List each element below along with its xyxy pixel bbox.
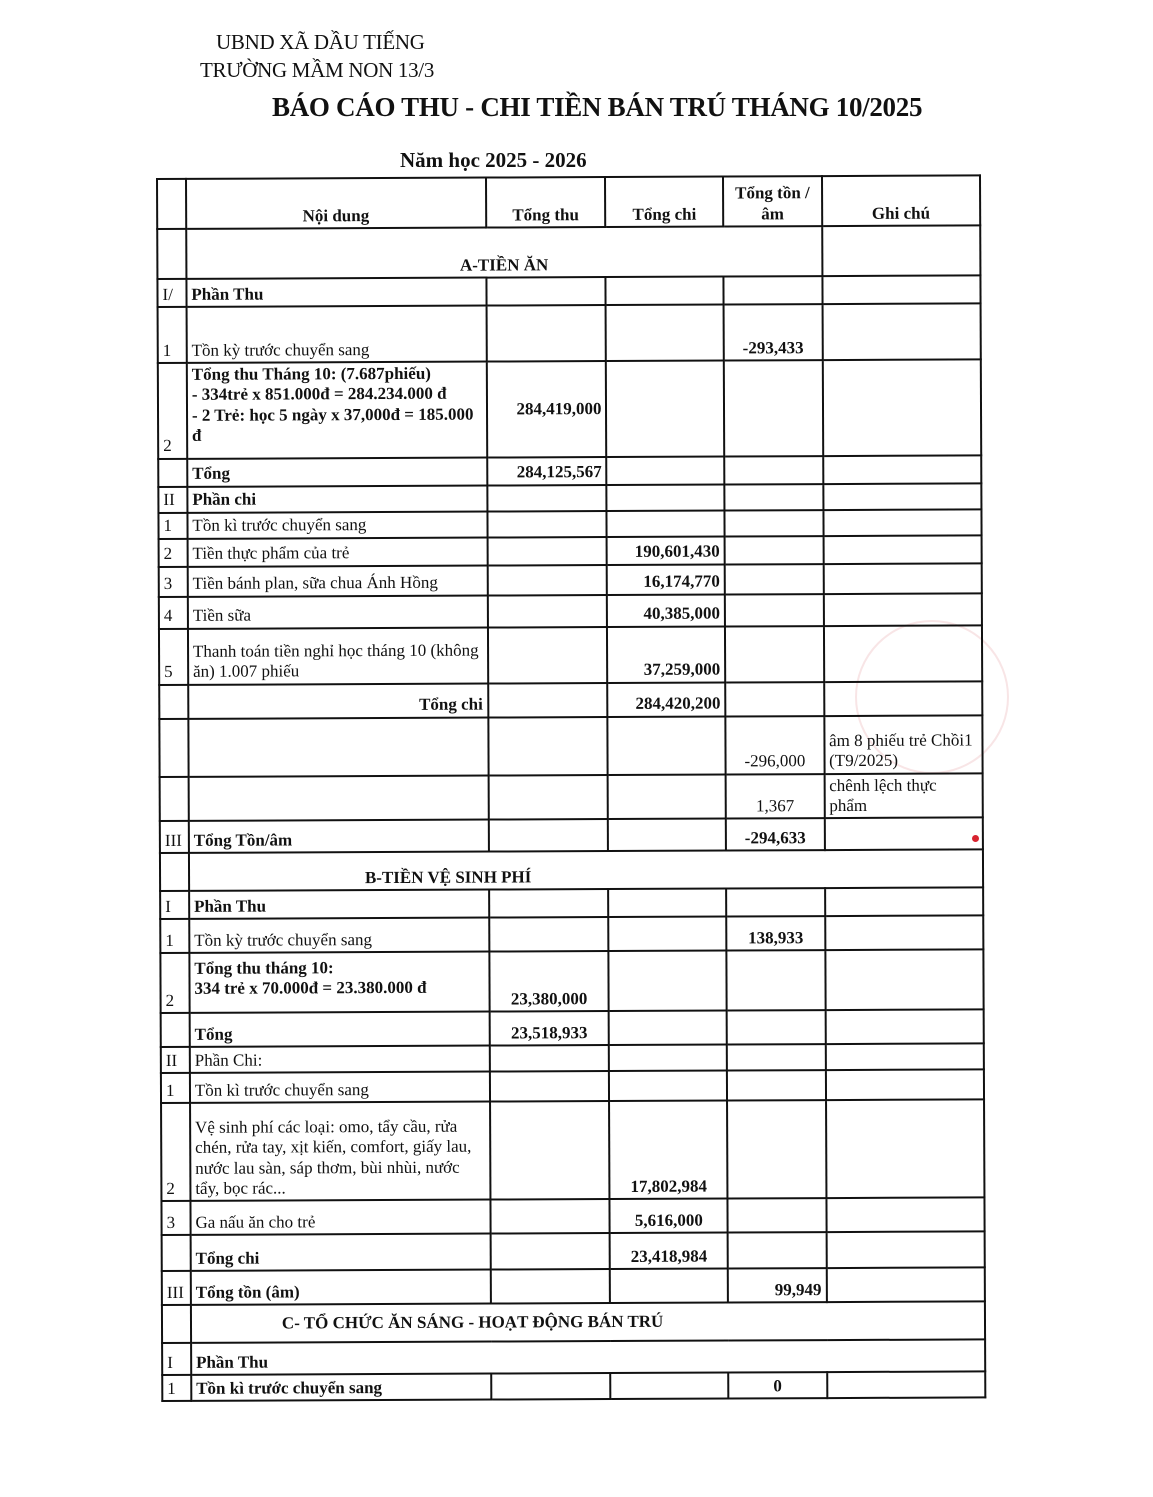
- row-chi: 17,802,984: [609, 1101, 727, 1200]
- table-row: [160, 888, 983, 920]
- row-chi: [607, 510, 725, 537]
- table-row: [159, 681, 982, 719]
- row-ton: -293,433: [724, 304, 823, 360]
- row-label: Tổng chi: [188, 683, 488, 718]
- table-row: [160, 818, 983, 854]
- table-row: [160, 916, 983, 954]
- row-label-line: 334 trẻ x 70.000đ = 23.380.000 đ: [194, 977, 427, 998]
- header-tong-chi: Tổng chi: [605, 177, 723, 228]
- table-row: [162, 1340, 985, 1376]
- table-row: [158, 359, 981, 458]
- section-a-title-row: [157, 225, 980, 279]
- row-label: [187, 362, 487, 459]
- table-row: [162, 1268, 985, 1306]
- row-no: 1: [158, 307, 187, 363]
- row-no: 3: [161, 1201, 190, 1235]
- row-ton: 99,949: [728, 1268, 827, 1302]
- row-label: Tổng Tồn/âm: [189, 820, 489, 853]
- row-label: Tổng: [187, 457, 487, 486]
- row-no: I/: [157, 279, 186, 307]
- header-tong-ton: Tổng tồn / âm: [723, 176, 822, 226]
- row-no: I: [160, 891, 189, 919]
- row-no: 3: [159, 566, 188, 596]
- table-row: [161, 1100, 984, 1202]
- row-no: 1: [162, 1375, 191, 1401]
- row-no: 1: [158, 512, 187, 538]
- row-no: III: [162, 1271, 191, 1305]
- row-thu: 23,518,933: [489, 1011, 609, 1046]
- school-name: TRƯỜNG MẦM NON 13/3: [200, 58, 435, 82]
- table-row: [158, 303, 981, 363]
- table-row: [161, 1198, 984, 1236]
- table-row: [159, 593, 982, 629]
- section-b-title-row: [160, 850, 983, 892]
- row-label: Tồn kì trước chuyển sang: [187, 511, 487, 538]
- row-no: 5: [159, 628, 188, 684]
- row-note: chênh lệch thực phẩm: [824, 773, 983, 818]
- row-label: Tổng tồn (âm): [191, 1270, 491, 1305]
- row-label: Tổng: [190, 1012, 490, 1047]
- org-name: UBND XÃ DẦU TIẾNG: [216, 30, 425, 54]
- row-label: Phần Thu: [191, 1340, 985, 1375]
- row-no: 2: [161, 1103, 190, 1201]
- table-row: [159, 625, 982, 685]
- section-c-title: C- TỔ CHỨC ĂN SÁNG - HOẠT ĐỘNG BÁN TRÚ: [191, 1302, 985, 1343]
- row-label: Phần Chi:: [190, 1046, 490, 1073]
- row-thu: 284,125,567: [487, 457, 607, 486]
- row-label: Thanh toán tiền nghỉ học tháng 10 (không ăn) 1.007 phiếu: [188, 627, 488, 684]
- row-no: I: [162, 1343, 191, 1375]
- row-label: Tồn kì trước chuyển sang: [191, 1374, 491, 1401]
- header-noi-dung: Nội dung: [186, 178, 486, 229]
- row-chi: 284,420,200: [608, 682, 726, 717]
- header-ghi-chu: Ghi chú: [822, 175, 981, 226]
- row-label-line: Tổng thu Tháng 10: (7.687phiếu): [191, 363, 431, 384]
- row-label: Tồn kỳ trước chuyển sang: [189, 918, 489, 953]
- row-label: Vệ sinh phí các loại: omo, tẩy cầu, rửa chén, rửa tay, xịt kiến, comfort, giấy lau, nước lau sàn, sáp thơm, bùi nhùi, nước tẩy, bọc rác...: [190, 1102, 490, 1201]
- row-chi: 5,616,000: [610, 1199, 728, 1234]
- row-label: Phần Thu: [186, 278, 486, 307]
- report-title: BÁO CÁO THU - CHI TIỀN BÁN TRÚ THÁNG 10/2025: [272, 92, 923, 122]
- row-ton: 1,367: [726, 774, 825, 819]
- row-label: Phần Thu: [189, 890, 489, 919]
- row-thu: 284,419,000: [486, 361, 606, 457]
- row-no: 2: [158, 363, 187, 459]
- row-no: 2: [159, 538, 188, 566]
- row-no: 4: [159, 596, 188, 628]
- table-row: [158, 455, 981, 487]
- row-label: Tồn kì trước chuyển sang: [190, 1072, 490, 1103]
- row-label: Tồn kỳ trước chuyển sang: [186, 306, 486, 363]
- row-note: âm 8 phiếu trẻ Chồi1 (T9/2025): [824, 715, 983, 774]
- header-tong-thu: Tổng thu: [486, 177, 606, 228]
- table-row: [158, 483, 981, 513]
- row-label-line: Tổng thu tháng 10:: [194, 957, 334, 978]
- section-b-title: B-TIỀN VỆ SINH PHÍ: [189, 850, 983, 891]
- row-thu: 23,380,000: [489, 951, 609, 1012]
- row-chi: 23,418,984: [610, 1233, 728, 1270]
- row-chi: 40,385,000: [607, 594, 725, 627]
- row-chi: [609, 1071, 727, 1102]
- row-no: II: [158, 486, 187, 512]
- row-ton: 0: [728, 1372, 827, 1398]
- table-row: [157, 275, 980, 307]
- row-ton: -296,000: [725, 716, 824, 774]
- row-label: Tổng chi: [191, 1234, 491, 1271]
- table-row: [161, 1010, 984, 1048]
- row-no: 1: [160, 919, 189, 953]
- table-header-row: [157, 175, 980, 229]
- row-label-line: - 2 Trẻ: học 5 ngày x 37,000đ = 185.000 đ: [191, 404, 474, 446]
- header-no: [157, 179, 186, 229]
- row-label: Ga nấu ăn cho trẻ: [190, 1200, 490, 1235]
- row-ton: -294,633: [726, 818, 825, 850]
- row-no: 2: [160, 953, 189, 1013]
- adjustment-row: [159, 715, 982, 777]
- row-chi: 16,174,770: [607, 564, 725, 595]
- table-row: [162, 1232, 985, 1272]
- row-label: Phần chi: [187, 485, 487, 512]
- row-label-line: - 334trẻ x 851.000đ = 284.234.000 đ: [191, 384, 447, 405]
- table-row: [161, 1044, 984, 1074]
- report-table: [156, 174, 986, 1402]
- row-chi: 37,259,000: [607, 626, 725, 683]
- section-c-title-row: [162, 1302, 985, 1344]
- row-no: II: [161, 1047, 190, 1073]
- adjustment-row: [160, 773, 983, 821]
- row-label: Tiền bánh plan, sữa chua Ánh Hồng: [188, 565, 488, 596]
- row-ton: 138,933: [726, 916, 825, 950]
- row-label: Tiền thực phẩm của trẻ: [187, 537, 487, 566]
- table-row: [160, 950, 983, 1014]
- row-label: [189, 952, 489, 1013]
- school-year: Năm học 2025 - 2026: [400, 148, 587, 172]
- row-no: 1: [161, 1073, 190, 1103]
- table-row: [159, 563, 982, 597]
- table-row: [159, 535, 982, 567]
- section-a-title: A-TIỀN ĂN: [186, 226, 822, 279]
- row-chi: 190,601,430: [607, 536, 725, 565]
- row-no: III: [160, 821, 189, 853]
- row-label: Tiền sữa: [188, 595, 488, 628]
- table-row: [161, 1070, 984, 1104]
- table-row: [162, 1372, 985, 1402]
- table-row: [158, 509, 981, 539]
